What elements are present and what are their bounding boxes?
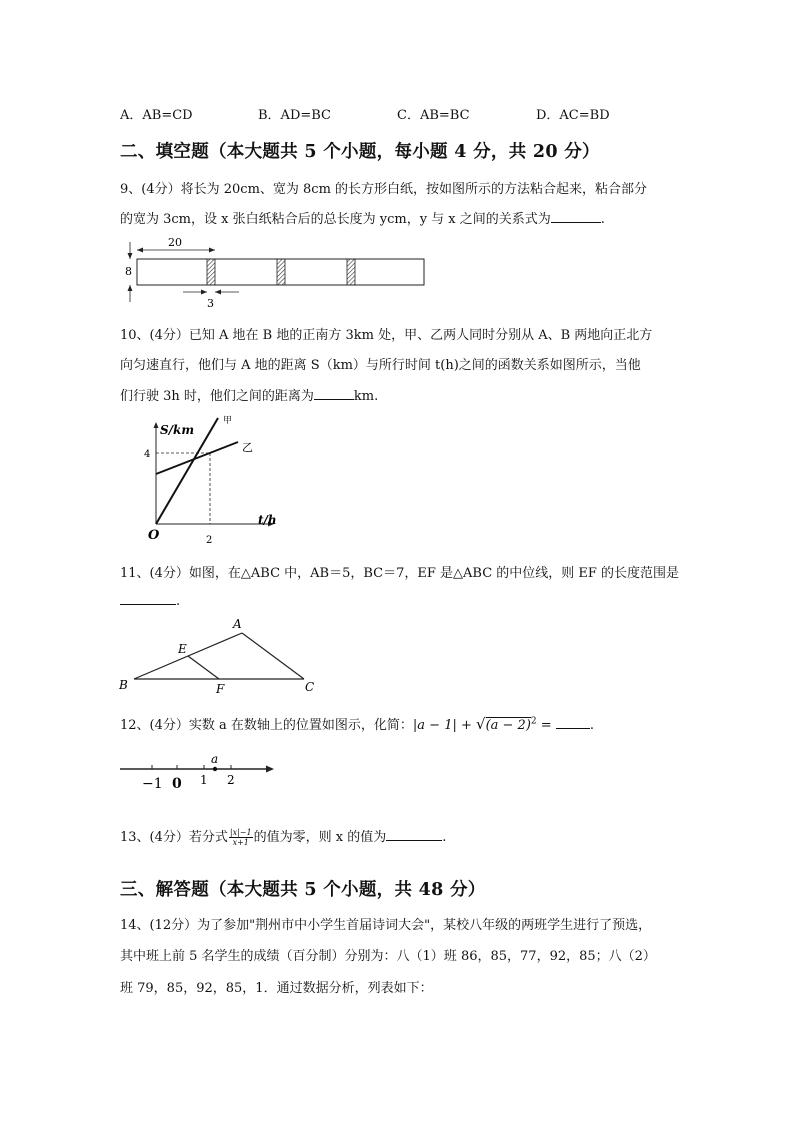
y-tick-label: 4 (144, 449, 151, 460)
q11-answer-blank (120, 592, 176, 605)
origin-label: O (148, 528, 160, 543)
sqrt-icon: √ (476, 715, 486, 733)
overlap-3 (347, 259, 355, 285)
q12-answer-blank (556, 716, 590, 729)
q9-line-1: 9、(4分）将长为 20cm、宽为 8cm 的长方形白纸，按如图所示的方法粘合起来，粘合部分 (120, 182, 648, 197)
midline-ef (188, 656, 219, 679)
q12-end: . (589, 718, 594, 733)
tick-label-1: 1 (200, 773, 208, 787)
section-2-heading: 二、填空题（本大题共 5 个小题，每小题 4 分，共 20 分） (120, 142, 600, 162)
q9-line-2-text: 的宽为 3cm，设 x 张白纸粘合后的总长度为 ycm，y 与 x 之间的关系式为 (120, 212, 551, 227)
q12-exponent: 2 (530, 716, 537, 727)
option-c: C．AB=BC (397, 108, 470, 123)
q13-prefix: 13、(4分）若分式 (120, 830, 228, 845)
option-a: A．AB=CD (120, 108, 193, 123)
q13-answer-blank (386, 828, 442, 841)
option-d: D．AC=BD (536, 108, 610, 123)
q10-answer-blank (314, 387, 354, 400)
q12-radicand: (a − 2) (485, 718, 531, 733)
q10-line-3 (120, 385, 378, 404)
vertex-a-label: A (233, 617, 242, 631)
y-axis-label: S/km (160, 423, 195, 437)
option-b: B．AD=BC (258, 108, 331, 123)
q14-line-3: 班 79，85，92，85，1．通过数据分析，列表如下： (120, 981, 433, 996)
tick-label-neg1: −1 (142, 776, 163, 792)
vertex-b-label: B (119, 678, 128, 692)
q10-line-3-end: km. (353, 389, 379, 404)
q14-line-1: 14、(12分）为了参加"荆州市中小学生首届诗词大会"，某校八年级的两班学生进行了预选， (120, 918, 652, 933)
q11-line-1: 11、(4分）如图，在△ABC 中，AB＝5，BC＝7，EF 是△ABC 的中位线，则 EF 的长度范围是 (120, 566, 680, 581)
tick-label-2: 2 (227, 773, 235, 787)
overlap-label: 3 (207, 297, 214, 310)
side-ac (242, 633, 304, 679)
overlap-1 (207, 259, 215, 285)
q10-graph (118, 412, 288, 550)
x-axis-label: t/h (258, 513, 277, 527)
q12-equals: = (536, 718, 556, 733)
length-label: 20 (168, 236, 182, 249)
q10-line-2: 向匀速直行，他们与 A 地的距离 S（km）与所行时间 t(h)之间的函数关系如图所示，当他 (120, 358, 641, 373)
yi-label: 乙 (242, 441, 253, 454)
point-e-label: E (178, 642, 187, 656)
q12-expr-left: |a − 1| + (412, 718, 477, 733)
q10-line-3-text: 们行驶 3h 时，他们之间的距离为 (120, 389, 314, 404)
overlap-2 (277, 259, 285, 285)
q9-line-2 (120, 208, 605, 227)
q13-fraction-denominator: x+1 (232, 838, 249, 847)
section-3-heading: 三、解答题（本大题共 5 个小题，共 48 分） (120, 880, 486, 900)
q12-line (120, 714, 594, 733)
q13-fraction-numerator: |x|−1 (229, 828, 252, 837)
q13-line (120, 826, 446, 847)
point-a-label: a (211, 752, 219, 766)
point-f-label: F (216, 682, 225, 696)
q9-answer-blank (551, 210, 601, 223)
point-a (213, 767, 217, 771)
tick-label-0: 0 (172, 776, 182, 792)
q12-number-line (116, 752, 286, 794)
line-yi (156, 442, 238, 474)
q11-triangle-figure (116, 612, 326, 698)
vertex-c-label: C (305, 680, 315, 694)
q14-line-2: 其中班上前 5 名学生的成绩（百分制）分别为：八（1）班 86，85，77，92，85；八（2） (120, 949, 656, 964)
q11-line-2 (120, 592, 180, 609)
width-label: 8 (125, 265, 132, 278)
x-tick-label: 2 (206, 535, 213, 546)
q9-line-2-end: . (600, 212, 605, 227)
q12-text: 12、(4分）实数 a 在数轴上的位置如图示，化简： (120, 718, 413, 733)
q11-line-2-end: . (176, 594, 181, 609)
q13-end: . (442, 830, 447, 845)
jia-label: 甲 (223, 416, 233, 426)
q9-strip-figure (118, 232, 438, 310)
q10-line-1: 10、(4分）已知 A 地在 B 地的正南方 3km 处，甲、乙两人同时分别从 A、B 两地向正北方 (120, 328, 653, 343)
q13-fraction (229, 828, 253, 847)
q13-suffix: 的值为零，则 x 的值为 (253, 830, 387, 845)
